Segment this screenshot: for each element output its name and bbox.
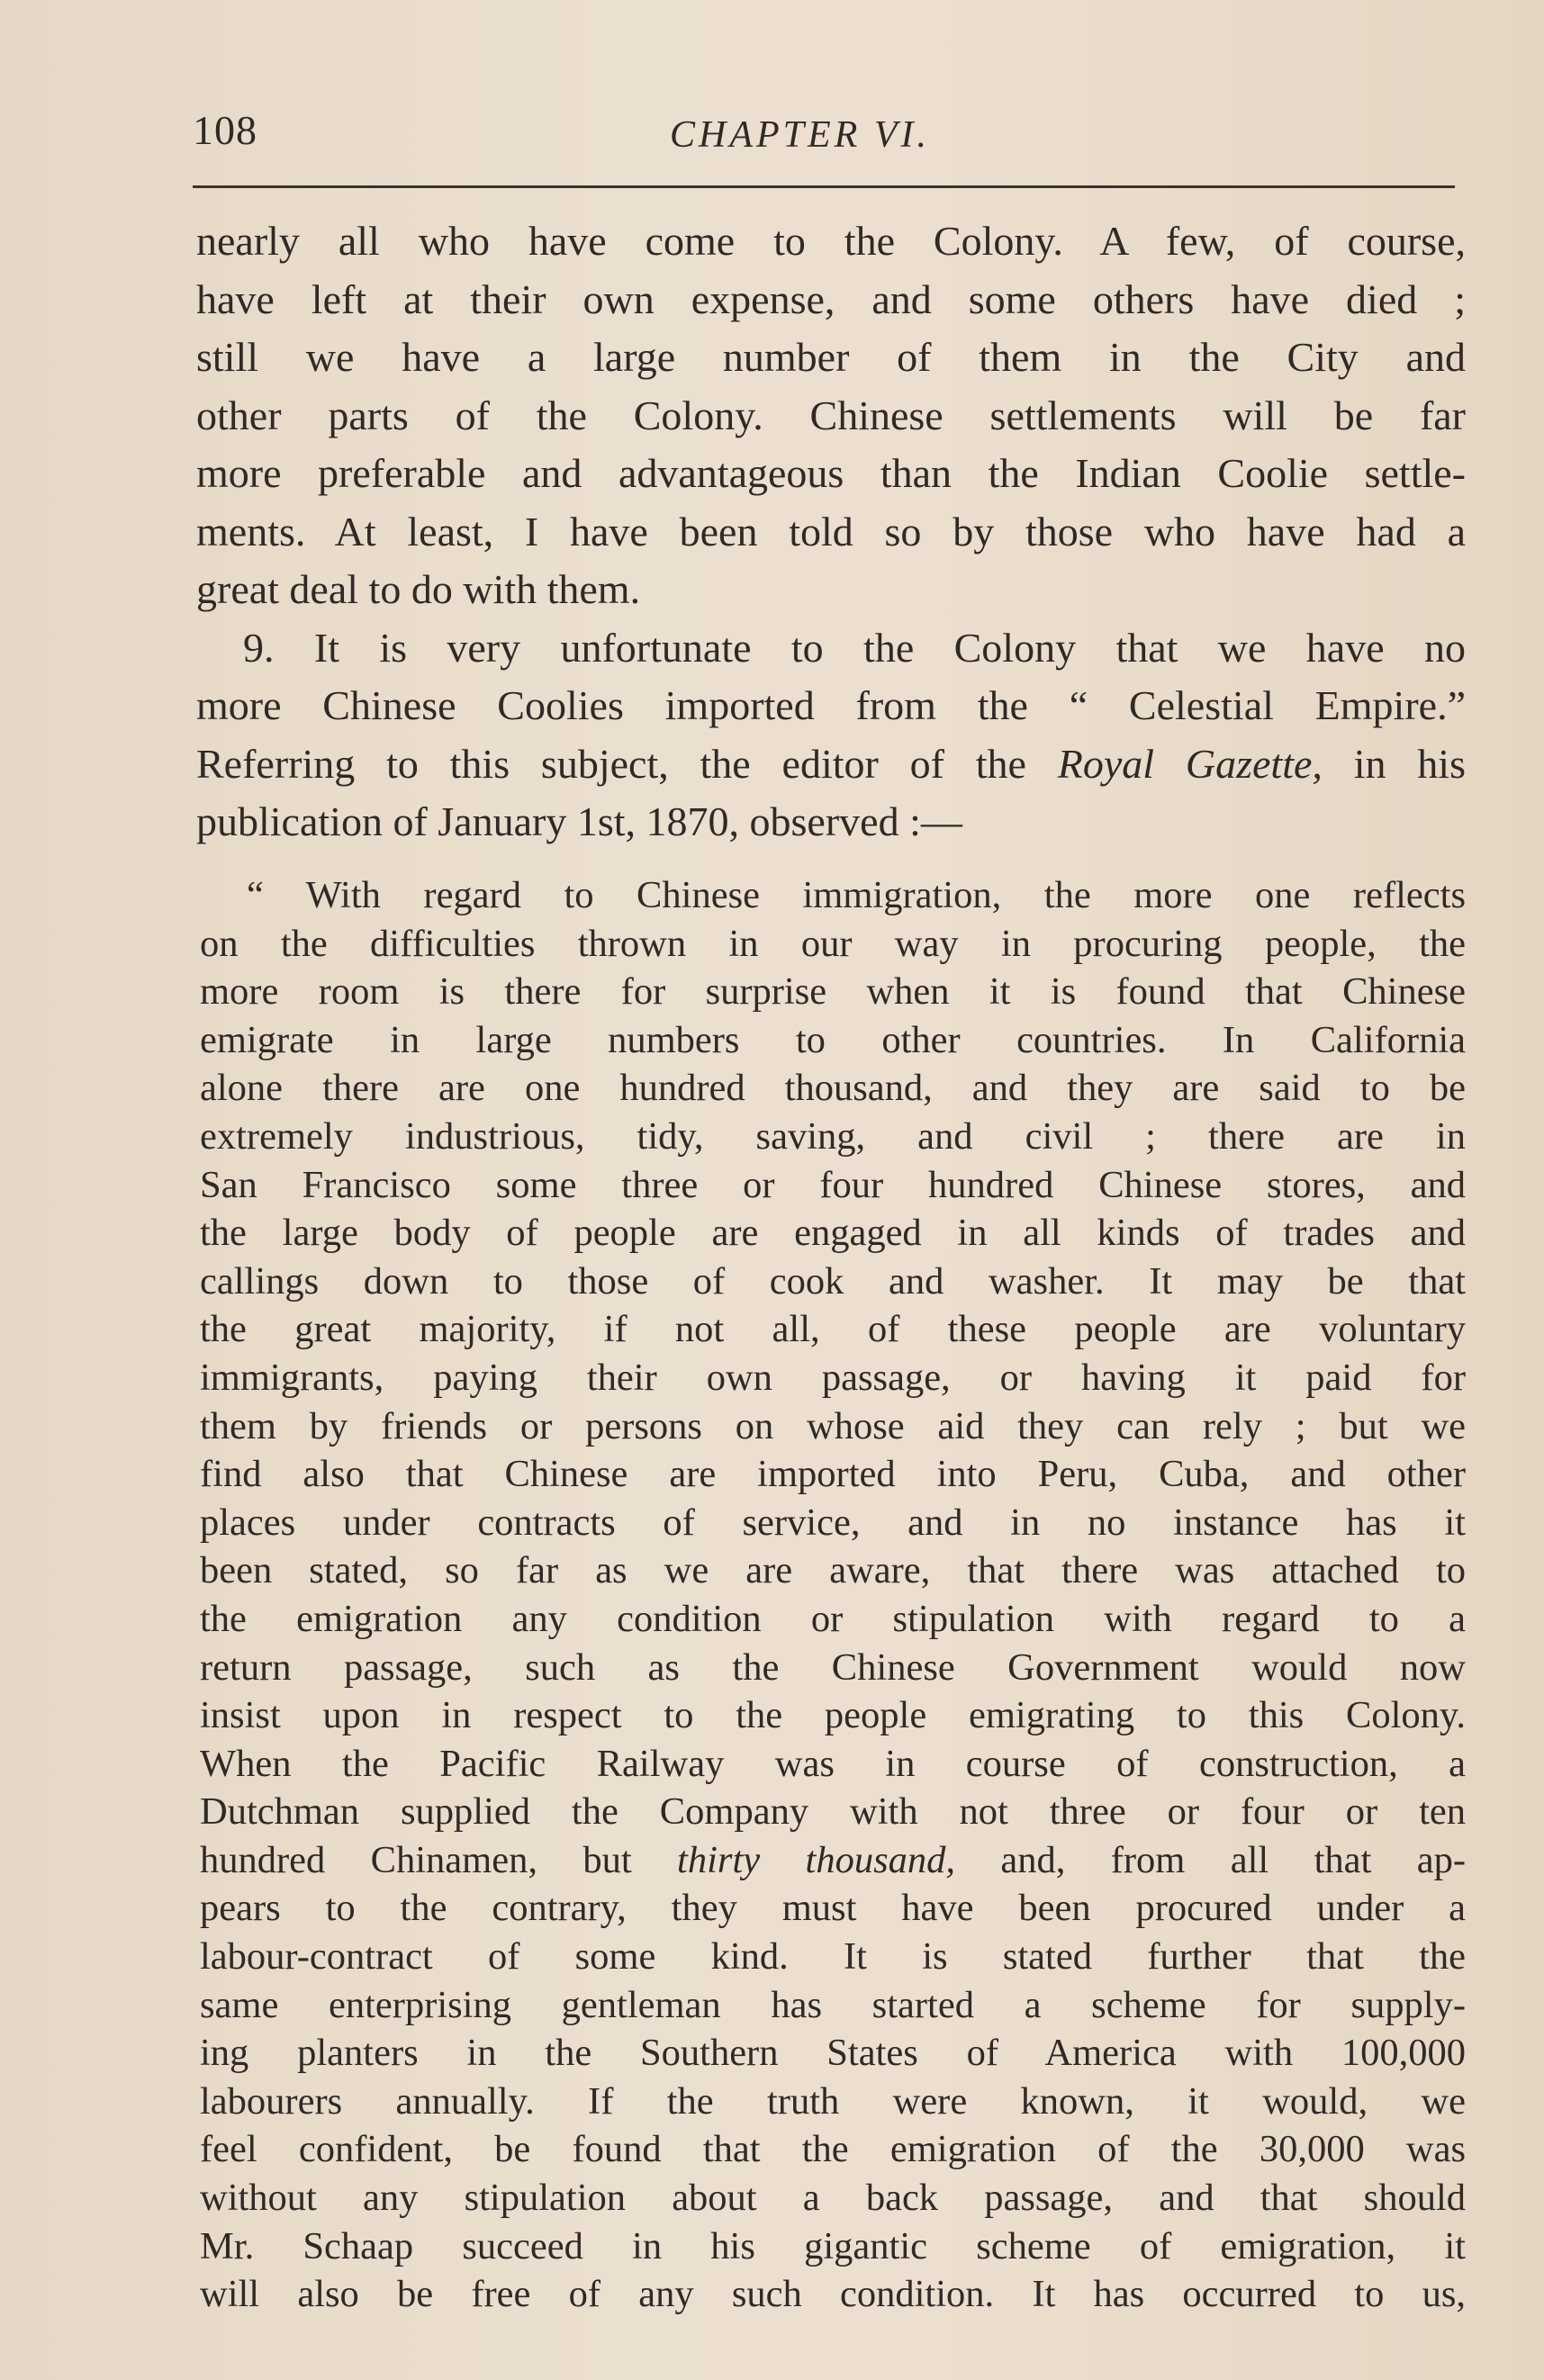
quote-line: without any stipulation about a back passage, and that should <box>200 2177 1466 2220</box>
quote-line: labourers annually. If the truth were known, it would, we <box>200 2079 1466 2123</box>
quote-line: alone there are one hundred thousand, and they are said to be <box>200 1067 1466 1110</box>
quote-line: pears to the contrary, they must have been procured under a <box>200 1887 1466 1930</box>
text-line: other parts of the Colony. Chinese settlements will be far <box>196 392 1466 438</box>
quote-line: ing planters in the Southern States of America with 100,000 <box>200 2032 1466 2075</box>
body-text <box>196 212 1466 852</box>
text-run: in his <box>1322 740 1466 787</box>
quote-line: Mr. Schaap succeed in his gigantic scheme of emigration, it <box>200 2224 1466 2267</box>
quote-line: the great majority, if not all, of these people are voluntary <box>200 1308 1466 1351</box>
quote-line: more room is there for surprise when it is found that Chinese <box>200 970 1466 1014</box>
text-line: nearly all who have come to the Colony. A few, of course, <box>196 218 1466 264</box>
quote-line: places under contracts of service, and in no instance has it <box>200 1501 1466 1544</box>
quote-line: same enterprising gentleman has started a scheme for supply- <box>200 1983 1466 2026</box>
text-line: more preferable and advantageous than the Indian Coolie settle- <box>196 450 1466 496</box>
page-header <box>193 106 1453 169</box>
quote-line: Dutchman supplied the Company with not three or four or ten <box>200 1790 1466 1834</box>
quote-line: find also that Chinese are imported into Peru, Cuba, and other <box>200 1453 1466 1496</box>
quote-line-with-italic <box>200 1836 1466 1885</box>
text-line: more Chinese Coolies imported from the “ Celestial Empire.” <box>196 682 1466 728</box>
text-run: Referring to this subject, the editor of the <box>196 740 1026 787</box>
running-head: CHAPTER VI. <box>670 114 930 156</box>
block-quote <box>200 871 1466 2319</box>
text-run: hundred Chinamen, but <box>200 1838 678 1881</box>
quote-line: will also be free of any such condition. It has occurred to us, <box>200 2273 1466 2316</box>
quote-line: San Francisco some three or four hundred Chinese stores, and <box>200 1163 1466 1206</box>
text-run: and, from all that ap- <box>954 1838 1466 1881</box>
quote-line: feel confident, be found that the emigration of the 30,000 was <box>200 2128 1466 2171</box>
quote-line: emigrate in large numbers to other countries. In California <box>200 1018 1466 1061</box>
quote-line: been stated, so far as we are aware, that there was attached to <box>200 1549 1466 1592</box>
page-number: 108 <box>193 107 257 153</box>
text-line: great deal to do with them. <box>196 566 641 612</box>
header-rule <box>193 185 1455 188</box>
quote-line: on the difficulties thrown in our way in procuring people, the <box>200 922 1466 965</box>
text-line-with-italic <box>196 735 1466 794</box>
text-line: still we have a large number of them in the City and <box>196 334 1466 380</box>
quote-line: insist upon in respect to the people emigrating to this Colony. <box>200 1694 1466 1737</box>
italic-phrase: thirty thousand, <box>677 1838 955 1881</box>
quote-line: callings down to those of cook and washer. It may be that <box>200 1259 1466 1303</box>
italic-title: Royal Gazette, <box>1057 740 1323 787</box>
text-line: publication of January 1st, 1870, observed :— <box>196 798 962 844</box>
quote-line: immigrants, paying their own passage, or having it paid for <box>200 1356 1466 1399</box>
text-line: ments. At least, I have been told so by those who have had a <box>196 508 1466 554</box>
quote-line: them by friends or persons on whose aid they can rely ; but we <box>200 1404 1466 1447</box>
quote-line: labour-contract of some kind. It is stated further that the <box>200 1935 1466 1979</box>
quote-line: extremely industrious, tidy, saving, and civil ; there are in <box>200 1114 1466 1158</box>
text-line: have left at their own expense, and some others have died ; <box>196 275 1466 322</box>
quote-line: return passage, such as the Chinese Government would now <box>200 1645 1466 1689</box>
quote-line: “ With regard to Chinese immigration, the more one reflects <box>247 874 1466 916</box>
quote-line: the large body of people are engaged in all kinds of trades and <box>200 1212 1466 1255</box>
quote-line: the emigration any condition or stipulation with regard to a <box>200 1597 1466 1640</box>
quote-line: When the Pacific Railway was in course of construction, a <box>200 1742 1466 1785</box>
text-line: 9. It is very unfortunate to the Colony that we have no <box>243 624 1466 671</box>
